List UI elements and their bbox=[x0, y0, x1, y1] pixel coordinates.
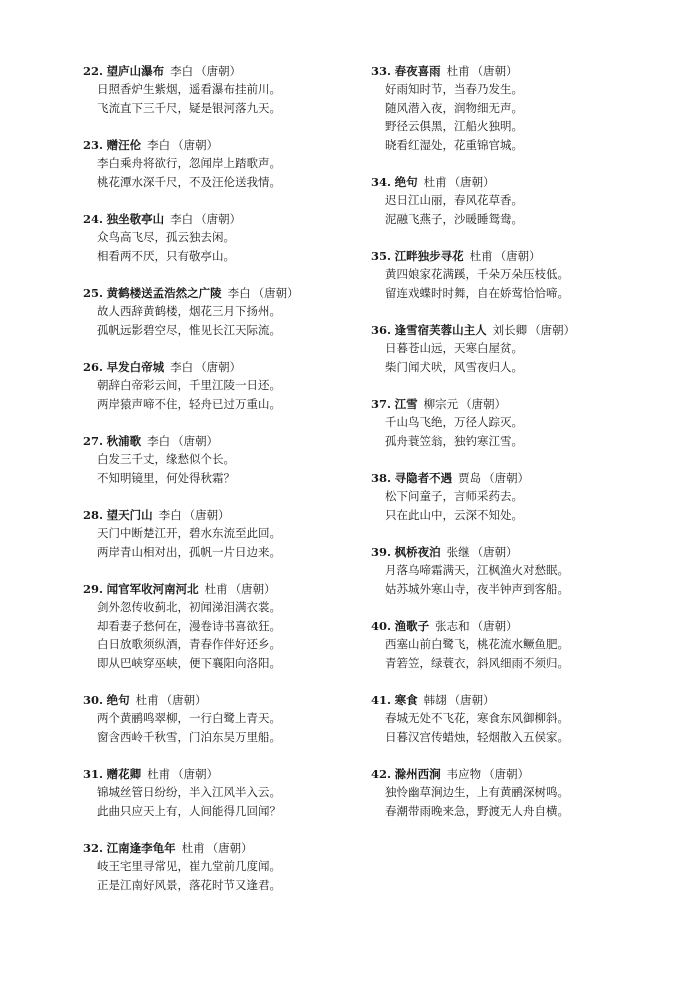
poem-dynasty: （唐朝） bbox=[195, 212, 242, 226]
poem-line: 即从巴峡穿巫峡，便下襄阳向洛阳。 bbox=[97, 655, 281, 670]
poem-title: 望天门山 bbox=[106, 508, 153, 522]
poem-line: 白发三千丈，缘愁似个长。 bbox=[97, 452, 235, 466]
poem-heading bbox=[83, 136, 383, 154]
poem-title: 绝句 bbox=[106, 693, 130, 707]
poem-title: 闻官军收河南河北 bbox=[106, 582, 199, 596]
poem-author: 杜甫 bbox=[469, 249, 493, 263]
poem-author: 李白 bbox=[170, 64, 194, 78]
poem-title: 绝句 bbox=[394, 175, 418, 189]
poem-line: 独怜幽草涧边生，上有黄鹂深树鸣。 bbox=[385, 785, 569, 799]
poem-dynasty: （唐朝） bbox=[460, 397, 507, 411]
poem-block bbox=[83, 432, 383, 487]
poem-heading bbox=[83, 506, 383, 524]
poem-dynasty: （唐朝） bbox=[529, 323, 576, 337]
poem-block bbox=[83, 839, 383, 894]
poem-title: 黄鹤楼送孟浩然之广陵 bbox=[106, 286, 222, 300]
poem-title: 江雪 bbox=[394, 397, 418, 411]
poem-number: 42. bbox=[371, 767, 392, 781]
poem-title: 秋浦歌 bbox=[106, 434, 142, 448]
poem-title: 独坐敬亭山 bbox=[106, 212, 165, 226]
poem-dynasty: （唐朝） bbox=[471, 64, 518, 78]
poem-line: 青箬笠，绿蓑衣，斜风细雨不须归。 bbox=[385, 655, 569, 670]
poem-author: 李白 bbox=[170, 360, 194, 374]
poem-line: 泥融飞燕子，沙暖睡鸳鸯。 bbox=[385, 211, 523, 226]
poem-dynasty: （唐朝） bbox=[172, 434, 219, 448]
poem-line: 锦城丝管日纷纷，半入江风半入云。 bbox=[97, 785, 281, 799]
poem-block bbox=[371, 543, 671, 598]
poem-number: 28. bbox=[83, 508, 104, 522]
poem-dynasty: （唐朝） bbox=[172, 767, 219, 781]
poem-author: 李白 bbox=[170, 212, 194, 226]
poem-block bbox=[83, 765, 383, 820]
poem-title: 滁州西涧 bbox=[394, 767, 441, 781]
poem-line: 晓看红湿处，花重锦官城。 bbox=[385, 137, 523, 152]
poem-line: 剑外忽传收蓟北，初闻涕泪满衣裳。 bbox=[97, 600, 281, 614]
poem-line: 好雨知时节，当春乃发生。 bbox=[385, 82, 523, 96]
poem-dynasty: （唐朝） bbox=[483, 471, 530, 485]
poem-author: 李白 bbox=[147, 138, 171, 152]
poem-title: 逢雪宿芙蓉山主人 bbox=[394, 323, 487, 337]
poem-line: 春潮带雨晚来急，野渡无人舟自横。 bbox=[385, 803, 569, 818]
poem-number: 33. bbox=[371, 64, 392, 78]
poem-author: 杜甫 bbox=[135, 693, 159, 707]
poem-author: 李白 bbox=[227, 286, 251, 300]
poem-line: 西塞山前白鹭飞，桃花流水鳜鱼肥。 bbox=[385, 637, 569, 651]
poem-author: 杜甫 bbox=[423, 175, 447, 189]
poem-title: 望庐山瀑布 bbox=[106, 64, 165, 78]
poem-number: 36. bbox=[371, 323, 392, 337]
poem-line: 窗含西岭千秋雪，门泊东吴万里船。 bbox=[97, 729, 281, 744]
poem-block bbox=[83, 62, 383, 117]
poem-line: 日照香炉生紫烟，遥看瀑布挂前川。 bbox=[97, 82, 281, 96]
poem-dynasty: （唐朝） bbox=[252, 286, 299, 300]
poem-number: 37. bbox=[371, 397, 392, 411]
poem-line: 两岸青山相对出，孤帆一片日边来。 bbox=[97, 544, 281, 559]
poem-title: 早发白帝城 bbox=[106, 360, 165, 374]
poem-dynasty: （唐朝） bbox=[471, 545, 518, 559]
poem-heading bbox=[371, 469, 671, 487]
poem-number: 24. bbox=[83, 212, 104, 226]
poem-line: 姑苏城外寒山寺，夜半钟声到客船。 bbox=[385, 581, 569, 596]
poem-heading bbox=[83, 432, 383, 450]
poem-block bbox=[83, 136, 383, 191]
poem-dynasty: （唐朝） bbox=[471, 619, 518, 633]
poem-heading bbox=[371, 321, 671, 339]
poem-line: 此曲只应天上有，人间能得几回闻？ bbox=[97, 803, 281, 818]
poem-title: 渔歌子 bbox=[394, 619, 430, 633]
poem-heading bbox=[83, 839, 383, 857]
poem-line: 留连戏蝶时时舞，自在娇莺恰恰啼。 bbox=[385, 285, 569, 300]
poem-dynasty: （唐朝） bbox=[206, 841, 253, 855]
poem-line: 白日放歌须纵酒，青春作伴好还乡。 bbox=[97, 637, 281, 651]
poem-number: 22. bbox=[83, 64, 104, 78]
poem-line: 野径云俱黑，江船火独明。 bbox=[385, 119, 523, 133]
poem-number: 27. bbox=[83, 434, 104, 448]
poem-number: 25. bbox=[83, 286, 104, 300]
poem-author: 张继 bbox=[446, 545, 470, 559]
poem-author: 杜甫 bbox=[181, 841, 205, 855]
poem-heading bbox=[371, 765, 671, 783]
poem-title: 赠汪伦 bbox=[106, 138, 142, 152]
poem-dynasty: （唐朝） bbox=[448, 175, 495, 189]
poem-title: 江畔独步寻花 bbox=[394, 249, 464, 263]
poem-block bbox=[371, 62, 671, 154]
poem-heading bbox=[371, 173, 671, 191]
poem-line: 春城无处不飞花，寒食东风御柳斜。 bbox=[385, 711, 569, 725]
poem-title: 春夜喜雨 bbox=[394, 64, 441, 78]
poem-title: 寻隐者不遇 bbox=[394, 471, 453, 485]
poem-line: 孤帆远影碧空尽，惟见长江天际流。 bbox=[97, 322, 281, 337]
poem-line: 柴门闻犬吠，风雪夜归人。 bbox=[385, 359, 523, 374]
poem-dynasty: （唐朝） bbox=[448, 693, 495, 707]
poem-block bbox=[371, 173, 671, 228]
poem-line: 黄四娘家花满蹊，千朵万朵压枝低。 bbox=[385, 267, 569, 281]
poem-number: 34. bbox=[371, 175, 392, 189]
poem-line: 却看妻子愁何在，漫卷诗书喜欲狂。 bbox=[97, 618, 281, 633]
poem-dynasty: （唐朝） bbox=[229, 582, 276, 596]
poem-block bbox=[371, 765, 671, 820]
poem-author: 韩翃 bbox=[423, 693, 447, 707]
poem-dynasty: （唐朝） bbox=[183, 508, 230, 522]
poem-block bbox=[83, 284, 383, 339]
poem-line: 众鸟高飞尽，孤云独去闲。 bbox=[97, 230, 235, 244]
poem-block bbox=[371, 395, 671, 450]
poem-block bbox=[83, 358, 383, 413]
poem-block bbox=[371, 469, 671, 524]
poem-line: 故人西辞黄鹤楼，烟花三月下扬州。 bbox=[97, 304, 281, 318]
poem-line: 飞流直下三千尺，疑是银河落九天。 bbox=[97, 100, 281, 115]
poem-dynasty: （唐朝） bbox=[160, 693, 207, 707]
poem-line: 迟日江山丽，春风花草香。 bbox=[385, 193, 523, 207]
poem-line: 两岸猿声啼不住，轻舟已过万重山。 bbox=[97, 396, 281, 411]
poem-line: 岐王宅里寻常见，崔九堂前几度闻。 bbox=[97, 859, 281, 873]
poem-number: 39. bbox=[371, 545, 392, 559]
poem-dynasty: （唐朝） bbox=[195, 64, 242, 78]
poem-line: 日暮苍山远，天寒白屋贫。 bbox=[385, 341, 523, 355]
poem-line: 天门中断楚江开，碧水东流至此回。 bbox=[97, 526, 281, 540]
poem-block bbox=[371, 247, 671, 302]
poem-heading bbox=[83, 284, 383, 302]
poem-line: 不知明镜里，何处得秋霜？ bbox=[97, 470, 235, 485]
poem-line: 千山鸟飞绝，万径人踪灭。 bbox=[385, 415, 523, 429]
poem-line: 桃花潭水深千尺，不及汪伦送我情。 bbox=[97, 174, 281, 189]
poem-number: 29. bbox=[83, 582, 104, 596]
poem-number: 26. bbox=[83, 360, 104, 374]
poem-heading bbox=[83, 580, 383, 598]
poem-line: 朝辞白帝彩云间，千里江陵一日还。 bbox=[97, 378, 281, 392]
poem-heading bbox=[83, 358, 383, 376]
poem-dynasty: （唐朝） bbox=[494, 249, 541, 263]
poem-title: 寒食 bbox=[394, 693, 418, 707]
poem-block bbox=[371, 617, 671, 672]
poem-heading bbox=[83, 210, 383, 228]
poem-dynasty: （唐朝） bbox=[195, 360, 242, 374]
poem-heading bbox=[371, 62, 671, 80]
poem-dynasty: （唐朝） bbox=[172, 138, 219, 152]
poem-column-left bbox=[83, 62, 383, 913]
poem-line: 月落乌啼霜满天，江枫渔火对愁眠。 bbox=[385, 563, 569, 577]
poem-number: 31. bbox=[83, 767, 104, 781]
poem-author: 杜甫 bbox=[204, 582, 228, 596]
poem-title: 赠花卿 bbox=[106, 767, 142, 781]
poem-block bbox=[83, 691, 383, 746]
poem-heading bbox=[83, 691, 383, 709]
poem-line: 两个黄鹂鸣翠柳，一行白鹭上青天。 bbox=[97, 711, 281, 725]
poem-number: 30. bbox=[83, 693, 104, 707]
poem-author: 贾岛 bbox=[458, 471, 482, 485]
poem-heading bbox=[83, 62, 383, 80]
poem-number: 32. bbox=[83, 841, 104, 855]
poem-number: 38. bbox=[371, 471, 392, 485]
poem-line: 松下问童子，言师采药去。 bbox=[385, 489, 523, 503]
poem-author: 刘长卿 bbox=[492, 323, 528, 337]
poem-author: 柳宗元 bbox=[423, 397, 459, 411]
poem-heading bbox=[371, 395, 671, 413]
poem-author: 张志和 bbox=[435, 619, 470, 633]
poem-number: 35. bbox=[371, 249, 392, 263]
poem-author: 杜甫 bbox=[446, 64, 470, 78]
poem-line: 相看两不厌，只有敬亭山。 bbox=[97, 248, 235, 263]
poem-block bbox=[371, 691, 671, 746]
poem-block bbox=[83, 210, 383, 265]
poem-line: 李白乘舟将欲行，忽闻岸上踏歌声。 bbox=[97, 156, 281, 170]
poem-title: 枫桥夜泊 bbox=[394, 545, 441, 559]
poem-block bbox=[83, 506, 383, 561]
poem-number: 40. bbox=[371, 619, 392, 633]
poem-block bbox=[371, 321, 671, 376]
poem-author: 李白 bbox=[158, 508, 182, 522]
poem-heading bbox=[371, 617, 671, 635]
poem-heading bbox=[371, 691, 671, 709]
poem-line: 随风潜入夜，润物细无声。 bbox=[385, 100, 523, 115]
poem-heading bbox=[83, 765, 383, 783]
poem-line: 正是江南好风景，落花时节又逢君。 bbox=[97, 877, 281, 892]
poem-author: 李白 bbox=[147, 434, 171, 448]
poem-number: 23. bbox=[83, 138, 104, 152]
poem-author: 杜甫 bbox=[147, 767, 171, 781]
poem-title: 江南逢李龟年 bbox=[106, 841, 176, 855]
poem-heading bbox=[371, 543, 671, 561]
poem-line: 只在此山中，云深不知处。 bbox=[385, 507, 523, 522]
poem-line: 日暮汉宫传蜡烛，轻烟散入五侯家。 bbox=[385, 729, 569, 744]
poem-dynasty: （唐朝） bbox=[483, 767, 530, 781]
poem-author: 韦应物 bbox=[446, 767, 482, 781]
poem-block bbox=[83, 580, 383, 672]
poem-line: 孤舟蓑笠翁，独钓寒江雪。 bbox=[385, 433, 523, 448]
poem-number: 41. bbox=[371, 693, 392, 707]
poem-heading bbox=[371, 247, 671, 265]
poem-column-right bbox=[371, 62, 671, 839]
